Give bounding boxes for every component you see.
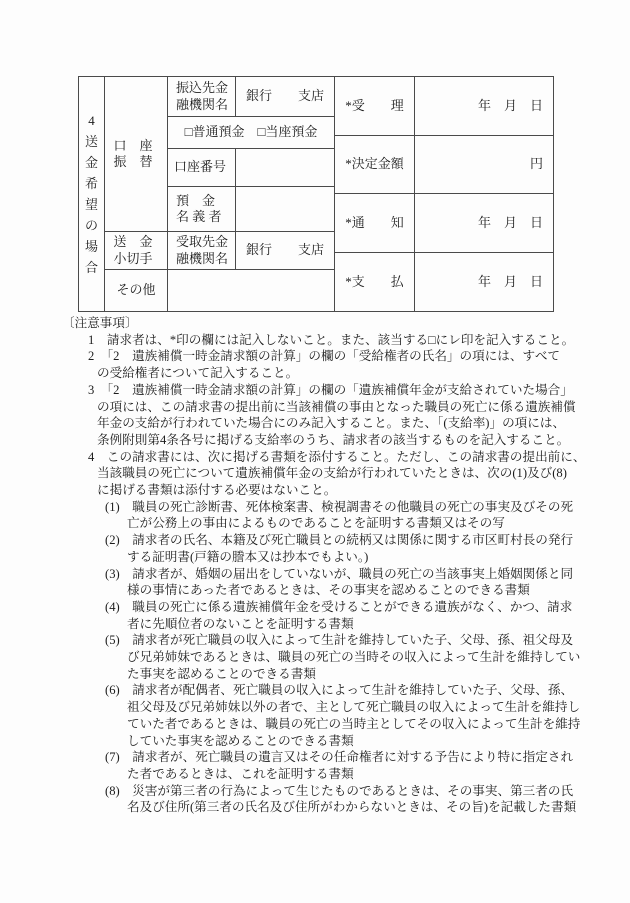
note-line: 名及び住所(第三者の氏名及び住所がわからないときは、その旨)を記載した書類 [127,800,577,815]
label-kouza-bangou: 口座番号 [168,149,236,187]
checkbox-touza-yokin[interactable]: □当座預金 [257,124,318,140]
office-use-grid [335,77,553,311]
group-label-sonota: その他 [105,270,168,311]
soukin-line2: 小切手 [113,250,153,266]
office-label: *決定金額 [335,136,415,195]
note-line: 条例附則第4条各号に掲げる支給率のうち、請求者の該当するものを記入すること。 [97,432,570,447]
meigisha-line1: 預 金 [176,192,216,208]
group-label-soukin-kogitte [105,232,168,270]
note-line: 者に先順位者のないことを証明する書類 [127,616,354,631]
checkbox-futsu-yokin[interactable]: □普通預金 [184,124,245,140]
note-line: 亡が公務上の事由によるものであることを証明する書類又はその写 [127,516,505,531]
vertical-label-char: の [84,218,98,233]
label-yokin-meigisha [168,187,236,232]
bank-branch-fill-cell-1[interactable]: 銀行 支店 [236,77,334,117]
note-line: (1) 職員の死亡診断書、死体検案書、検視調書その他職員の死亡の事実及びその死 [105,499,574,514]
note-line: 年金の支給が行われていた場合にのみ記入すること。また、「(支給率)」の項には、 [97,416,566,431]
note-line: (4) 職員の死亡に係る遺族補償年金を受けることができる遺族がなく、かつ、請求 [105,599,573,614]
note-line: する証明書(戸籍の謄本又は抄本でもよい。) [127,549,369,564]
note-line: の項には、この請求書の提出前に当該補償の事由となった職員の死亡に係る遺族補償 [97,399,576,414]
vertical-label-char: 送 [84,134,98,149]
soukin-line1: 送 金 [113,234,153,250]
furikomisaki-line2: 融機関名 [176,96,229,112]
office-label: *受 理 [335,77,415,136]
case-4-vertical-label [79,77,105,311]
vertical-label-char: 望 [84,197,98,212]
vertical-label-char: 金 [84,155,98,170]
furikomisaki-line1: 振込先金 [176,80,229,96]
note-line: していた事実を認めることのできる書類 [127,733,354,748]
office-value-fill-cell[interactable]: 円 [415,136,553,195]
kouza-furikae-line1: 口 座 [113,137,153,153]
remittance-table [78,76,554,312]
label-uketorisaki-kinyukikan [168,232,236,270]
office-label: *通 知 [335,194,415,253]
kouza-furikae-line2: 振 替 [113,154,153,169]
vertical-label-char: 希 [84,176,98,191]
notes-lines [62,332,592,816]
note-line: 1 請求者は、*印の欄には記入しないこと。また、該当する□にレ印を記入すること。 [88,332,575,347]
uketorisaki-line2: 融機関名 [176,250,229,266]
note-line: (7) 請求者が、死亡職員の遺言又はその任命権者に対する予告により特に指定され [105,750,574,765]
office-value-fill-cell[interactable]: 年 月 日 [477,273,543,289]
note-line: (6) 請求者が配偶者、死亡職員の収入によって生計を維持していた子、父母、孫、 [105,683,574,698]
office-value-fill-cell[interactable]: 年 月 日 [415,194,553,253]
note-line: び兄弟姉妹であるときは、職員の死亡の当時その収入によって生計を維持してい [127,650,581,665]
note-line: 祖父母及び兄弟姉妹以外の者で、主として死亡職員の収入によって生計を維持し [127,700,581,715]
note-line: (2) 請求者の氏名、本籍及び死亡職員との続柄又は関係に関する市区町村長の発行 [105,533,574,548]
bank-branch-fill-cell-2[interactable]: 銀行 支店 [236,232,334,270]
note-line: た者であるときは、これを証明する書類 [127,766,354,781]
account-number-fill-cell[interactable] [236,149,334,187]
vertical-label-char: 4 [88,113,95,128]
note-line: (8) 災害が第三者の行為によって生じたものであるときは、その事実、第三者の氏 [105,783,574,798]
office-label: *支 払 [335,253,415,312]
meigisha-line2: 名 義 者 [176,209,222,224]
note-line: た事実を認めることのできる書類 [127,666,316,681]
note-line: 様の事情にあった者であるときは、その事実を認めることのできる書類 [127,583,530,598]
note-line: 当該職員の死亡について遺族補償年金の支給が行われていたときは、次の(1)及び(8) [97,466,567,481]
note-line: (3) 請求者が、婚姻の届出をしていないが、職員の死亡の当該事実上婚姻関係と同 [105,566,574,581]
note-line: 3 「2 遺族補償一時金請求額の計算」の欄の「遺族補償年金が支給されていた場合」 [88,382,573,397]
vertical-label-char: 場 [84,239,98,254]
group-label-kouza-furikae [105,77,168,232]
note-line: ていた者であるときは、職員の死亡の当時主としてその収入によって生計を維持 [127,716,581,731]
deposit-type-cell [168,117,334,149]
account-holder-fill-cell[interactable] [236,187,334,232]
uketorisaki-line1: 受取先金 [176,234,229,250]
note-line: 4 この請求書には、次に掲げる書類を添付すること。ただし、この請求書の提出前に、 [88,449,586,464]
remittance-left-grid [105,77,335,311]
note-line: 2 「2 遺族補償一時金請求額の計算」の欄の「受給権者の氏名」の項には、すべて [88,349,561,364]
note-line: (5) 請求者が死亡職員の収入によって生計を維持していた子、父母、孫、祖父母及 [105,633,574,648]
sonota-fill-cell[interactable] [168,270,334,311]
notes-header: 〔注意事項〕 [62,316,138,330]
vertical-label-char: 合 [84,260,98,275]
notes-section [62,315,592,816]
label-furikomisaki-kinyukikan [168,77,236,117]
note-line: の受給権者について記入すること。 [97,366,299,381]
note-line: に掲げる書類は添付する必要はないこと。 [97,483,337,498]
office-value-fill-cell[interactable]: 年 月 日 [415,77,553,136]
